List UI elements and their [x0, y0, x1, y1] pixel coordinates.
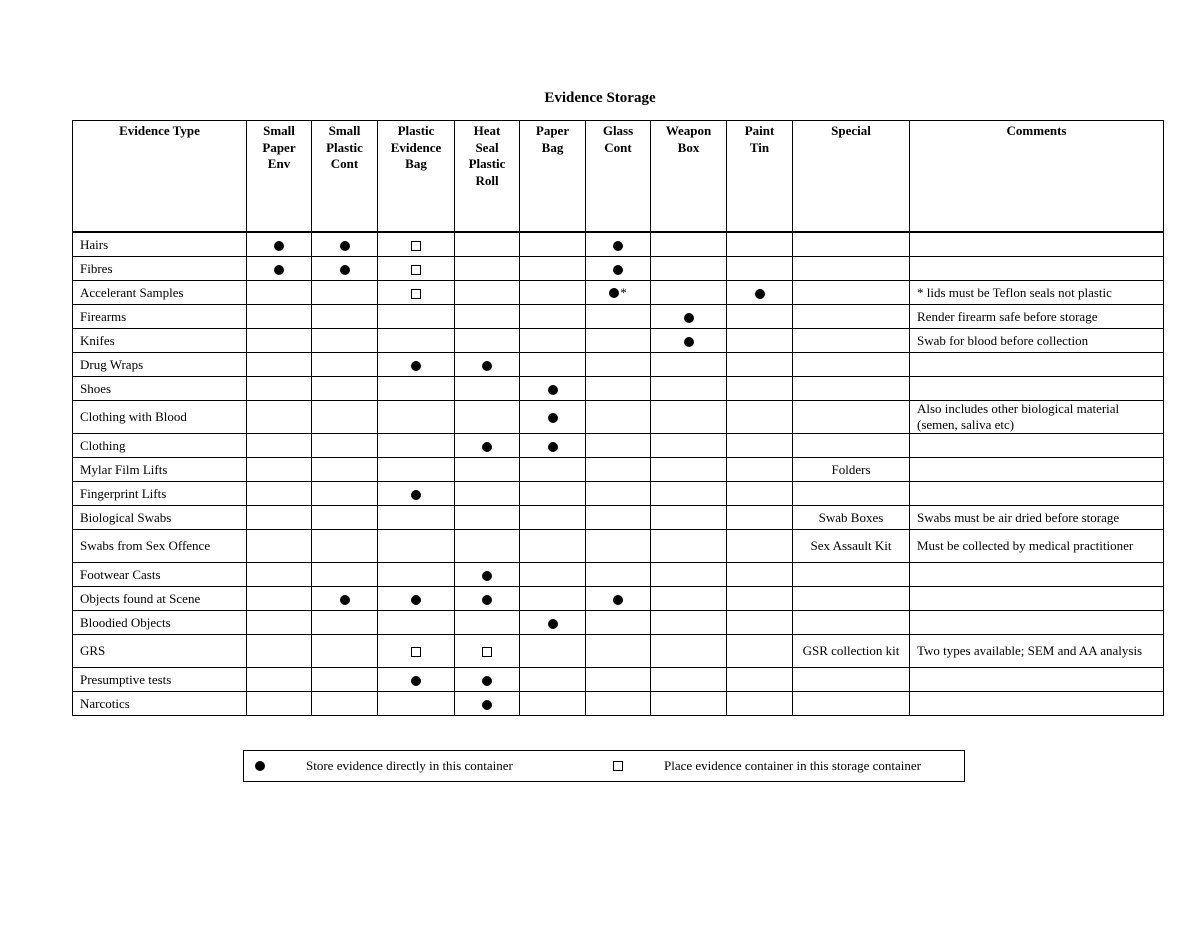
legend-box-label: Place evidence container in this storage container: [664, 758, 922, 773]
container-mark-cell: [312, 281, 378, 305]
column-header-paper-bag: Paper Bag: [520, 121, 586, 233]
evidence-type-cell: Biological Swabs: [73, 506, 247, 530]
container-mark-cell: [312, 377, 378, 401]
filled-dot-icon: [684, 337, 694, 347]
container-mark-cell: [378, 257, 455, 281]
table-header-row: [73, 121, 1164, 233]
container-mark-cell: [520, 377, 586, 401]
evidence-type-cell: Shoes: [73, 377, 247, 401]
container-mark-cell: [247, 232, 312, 257]
container-mark-cell: [378, 329, 455, 353]
container-mark-cell: [586, 232, 651, 257]
container-mark-cell: [455, 329, 520, 353]
filled-dot-icon: [613, 241, 623, 251]
filled-dot-icon: [411, 490, 421, 500]
evidence-type-cell: Fingerprint Lifts: [73, 482, 247, 506]
table-row: [73, 506, 1164, 530]
container-mark-cell: [586, 281, 651, 305]
filled-dot-icon: [613, 265, 623, 275]
container-mark-cell: [586, 668, 651, 692]
evidence-type-cell: Knifes: [73, 329, 247, 353]
container-mark-cell: [520, 482, 586, 506]
container-mark-cell: [247, 530, 312, 563]
special-cell: [793, 232, 910, 257]
container-mark-cell: [247, 377, 312, 401]
container-mark-cell: [520, 401, 586, 434]
container-mark-cell: [455, 353, 520, 377]
container-mark-cell: [586, 635, 651, 668]
container-mark-cell: [378, 281, 455, 305]
container-mark-cell: [651, 401, 727, 434]
special-cell: [793, 482, 910, 506]
evidence-type-cell: Drug Wraps: [73, 353, 247, 377]
special-cell: [793, 668, 910, 692]
container-mark-cell: [378, 692, 455, 716]
container-mark-cell: [455, 563, 520, 587]
table-row: [73, 281, 1164, 305]
column-header-small-paper-env: Small Paper Env: [247, 121, 312, 233]
container-mark-cell: [520, 563, 586, 587]
comment-cell: Swab for blood before collection: [910, 329, 1164, 353]
container-mark-cell: [247, 692, 312, 716]
table-row: [73, 329, 1164, 353]
special-cell: [793, 353, 910, 377]
container-mark-cell: [247, 458, 312, 482]
container-mark-cell: [651, 587, 727, 611]
hollow-square-icon: [411, 289, 421, 299]
hollow-square-icon: [482, 647, 492, 657]
table-row: [73, 377, 1164, 401]
container-mark-cell: [727, 401, 793, 434]
table-body: [73, 232, 1164, 716]
page-title: Evidence Storage: [544, 90, 656, 106]
filled-dot-icon: [411, 595, 421, 605]
table-row: [73, 587, 1164, 611]
legend-hollow-square-icon: [613, 761, 623, 771]
container-mark-cell: [651, 458, 727, 482]
filled-dot-icon: [613, 595, 623, 605]
evidence-type-cell: Objects found at Scene: [73, 587, 247, 611]
container-mark-cell: [727, 458, 793, 482]
container-mark-cell: [247, 482, 312, 506]
container-mark-cell: [651, 611, 727, 635]
table-row: [73, 257, 1164, 281]
comment-cell: [910, 668, 1164, 692]
comment-cell: [910, 458, 1164, 482]
evidence-type-cell: Presumptive tests: [73, 668, 247, 692]
container-mark-cell: [651, 635, 727, 668]
evidence-type-cell: Bloodied Objects: [73, 611, 247, 635]
special-cell: [793, 692, 910, 716]
column-header-special: Special: [793, 121, 910, 233]
filled-dot-icon: [548, 442, 558, 452]
filled-dot-icon: [340, 265, 350, 275]
column-header-weapon-box: Weapon Box: [651, 121, 727, 233]
column-header-small-plastic-cont: Small Plastic Cont: [312, 121, 378, 233]
container-mark-cell: [378, 635, 455, 668]
container-mark-cell: [586, 305, 651, 329]
container-mark-cell: [727, 635, 793, 668]
container-mark-cell: [312, 482, 378, 506]
container-mark-cell: [455, 692, 520, 716]
filled-dot-icon: [274, 265, 284, 275]
evidence-type-cell: Clothing with Blood: [73, 401, 247, 434]
container-mark-cell: [586, 353, 651, 377]
container-mark-cell: [312, 692, 378, 716]
filled-dot-icon: [482, 700, 492, 710]
special-cell: [793, 377, 910, 401]
container-mark-cell: [455, 611, 520, 635]
container-mark-cell: [651, 482, 727, 506]
table-row: [73, 563, 1164, 587]
container-mark-cell: [651, 668, 727, 692]
container-mark-cell: [520, 587, 586, 611]
filled-dot-icon: [340, 241, 350, 251]
container-mark-cell: [727, 587, 793, 611]
special-cell: Sex Assault Kit: [793, 530, 910, 563]
container-mark-cell: [455, 377, 520, 401]
filled-dot-icon: [411, 361, 421, 371]
container-mark-cell: [651, 563, 727, 587]
container-mark-cell: [586, 530, 651, 563]
filled-dot-icon: [411, 676, 421, 686]
evidence-type-cell: Footwear Casts: [73, 563, 247, 587]
hollow-square-icon: [411, 647, 421, 657]
special-cell: GSR collection kit: [793, 635, 910, 668]
special-cell: [793, 305, 910, 329]
comment-cell: [910, 232, 1164, 257]
container-mark-cell: [378, 668, 455, 692]
container-mark-cell: [520, 506, 586, 530]
table-row: [73, 692, 1164, 716]
container-mark-cell: [727, 353, 793, 377]
container-mark-cell: [520, 611, 586, 635]
comment-cell: Two types available; SEM and AA analysis: [910, 635, 1164, 668]
container-mark-cell: [586, 692, 651, 716]
container-mark-cell: [651, 377, 727, 401]
container-mark-cell: [312, 305, 378, 329]
evidence-type-cell: Narcotics: [73, 692, 247, 716]
container-mark-cell: [727, 434, 793, 458]
evidence-type-cell: Hairs: [73, 232, 247, 257]
container-mark-cell: [455, 401, 520, 434]
table-row: [73, 232, 1164, 257]
container-mark-cell: [520, 232, 586, 257]
container-mark-cell: [651, 257, 727, 281]
container-mark-cell: [312, 401, 378, 434]
container-mark-cell: [727, 377, 793, 401]
container-mark-cell: [378, 611, 455, 635]
container-mark-cell: [586, 434, 651, 458]
evidence-type-cell: Swabs from Sex Offence: [73, 530, 247, 563]
container-mark-cell: [312, 530, 378, 563]
container-mark-cell: [651, 506, 727, 530]
column-header-comments: Comments: [910, 121, 1164, 233]
container-mark-cell: [586, 611, 651, 635]
container-mark-cell: [727, 692, 793, 716]
container-mark-cell: [520, 434, 586, 458]
container-mark-cell: [727, 530, 793, 563]
filled-dot-icon: [482, 676, 492, 686]
comment-cell: [910, 434, 1164, 458]
container-mark-cell: [378, 232, 455, 257]
container-mark-cell: [651, 329, 727, 353]
evidence-type-cell: Mylar Film Lifts: [73, 458, 247, 482]
container-mark-cell: [312, 329, 378, 353]
evidence-type-cell: GRS: [73, 635, 247, 668]
table-row: [73, 305, 1164, 329]
container-mark-cell: [455, 635, 520, 668]
evidence-type-cell: Accelerant Samples: [73, 281, 247, 305]
filled-dot-icon: [482, 571, 492, 581]
container-mark-cell: [727, 232, 793, 257]
container-mark-cell: [727, 611, 793, 635]
table-row: [73, 530, 1164, 563]
legend-dot-label: Store evidence directly in this container: [306, 758, 513, 773]
column-header-heat-seal-plastic-roll: Heat Seal Plastic Roll: [455, 121, 520, 233]
container-mark-cell: [727, 482, 793, 506]
container-mark-cell: [520, 257, 586, 281]
container-mark-cell: [520, 692, 586, 716]
table-row: [73, 611, 1164, 635]
container-mark-cell: [455, 232, 520, 257]
container-mark-cell: [455, 506, 520, 530]
table-row: [73, 401, 1164, 434]
container-mark-cell: [651, 530, 727, 563]
table-row: [73, 353, 1164, 377]
comment-cell: [910, 377, 1164, 401]
special-cell: [793, 281, 910, 305]
table-row: [73, 668, 1164, 692]
filled-dot-icon: [548, 385, 558, 395]
container-mark-cell: [312, 635, 378, 668]
filled-dot-icon: [482, 595, 492, 605]
container-mark-cell: [651, 232, 727, 257]
container-mark-cell: [378, 506, 455, 530]
container-mark-cell: [520, 353, 586, 377]
container-mark-cell: [312, 506, 378, 530]
special-cell: [793, 434, 910, 458]
filled-dot-icon: [482, 442, 492, 452]
filled-dot-icon: [548, 413, 558, 423]
comment-cell: [910, 257, 1164, 281]
container-mark-cell: [651, 353, 727, 377]
container-mark-cell: [247, 434, 312, 458]
column-header-paint-tin: Paint Tin: [727, 121, 793, 233]
container-mark-cell: [520, 329, 586, 353]
container-mark-cell: [455, 530, 520, 563]
filled-dot-icon: [755, 289, 765, 299]
container-mark-cell: [455, 281, 520, 305]
comment-cell: [910, 482, 1164, 506]
special-cell: [793, 401, 910, 434]
container-mark-cell: [727, 281, 793, 305]
filled-dot-icon: [609, 288, 619, 298]
filled-dot-icon: [274, 241, 284, 251]
container-mark-cell: [378, 434, 455, 458]
special-cell: [793, 611, 910, 635]
comment-cell: Must be collected by medical practitioner: [910, 530, 1164, 563]
container-mark-cell: [378, 305, 455, 329]
special-cell: [793, 257, 910, 281]
container-mark-cell: [312, 257, 378, 281]
container-mark-cell: [312, 232, 378, 257]
container-mark-cell: [586, 587, 651, 611]
container-mark-cell: [586, 563, 651, 587]
container-mark-cell: [247, 329, 312, 353]
container-mark-cell: [247, 587, 312, 611]
container-mark-cell: [586, 482, 651, 506]
container-mark-cell: [586, 401, 651, 434]
container-mark-cell: [586, 257, 651, 281]
comment-cell: [910, 587, 1164, 611]
container-mark-cell: [455, 305, 520, 329]
container-mark-cell: [312, 563, 378, 587]
container-mark-cell: [378, 530, 455, 563]
container-mark-cell: [586, 377, 651, 401]
container-mark-cell: [312, 668, 378, 692]
container-mark-cell: [247, 401, 312, 434]
container-mark-cell: [520, 530, 586, 563]
hollow-square-icon: [411, 265, 421, 275]
container-mark-cell: [727, 257, 793, 281]
container-mark-cell: [651, 692, 727, 716]
container-mark-cell: [520, 458, 586, 482]
container-mark-cell: [247, 635, 312, 668]
container-mark-cell: [247, 506, 312, 530]
table-row: [73, 482, 1164, 506]
evidence-type-cell: Firearms: [73, 305, 247, 329]
container-mark-cell: [378, 353, 455, 377]
container-mark-cell: [455, 434, 520, 458]
hollow-square-icon: [411, 241, 421, 251]
container-mark-cell: [378, 563, 455, 587]
container-mark-cell: [312, 587, 378, 611]
comment-cell: [910, 353, 1164, 377]
legend: [243, 750, 965, 782]
container-mark-cell: [247, 668, 312, 692]
container-mark-cell: [727, 305, 793, 329]
container-mark-cell: [586, 458, 651, 482]
comment-cell: [910, 563, 1164, 587]
comment-cell: * lids must be Teflon seals not plastic: [910, 281, 1164, 305]
comment-cell: Swabs must be air dried before storage: [910, 506, 1164, 530]
container-mark-cell: [312, 434, 378, 458]
container-mark-cell: [247, 563, 312, 587]
container-mark-cell: [378, 587, 455, 611]
container-mark-cell: [378, 482, 455, 506]
container-mark-cell: [247, 257, 312, 281]
filled-dot-icon: [548, 619, 558, 629]
table-row: [73, 434, 1164, 458]
comment-cell: Also includes other biological material (semen, saliva etc): [910, 401, 1164, 434]
column-header-evidence-type: Evidence Type: [73, 121, 247, 233]
evidence-type-cell: Clothing: [73, 434, 247, 458]
container-mark-cell: [586, 329, 651, 353]
container-mark-cell: [651, 434, 727, 458]
table-row: [73, 458, 1164, 482]
evidence-storage-table: [72, 120, 1164, 716]
container-mark-cell: [727, 563, 793, 587]
container-mark-cell: [520, 305, 586, 329]
column-header-plastic-evidence-bag: Plastic Evidence Bag: [378, 121, 455, 233]
container-mark-cell: [520, 668, 586, 692]
special-cell: [793, 587, 910, 611]
container-mark-cell: [312, 458, 378, 482]
footnote-marker: *: [620, 285, 627, 300]
container-mark-cell: [378, 401, 455, 434]
container-mark-cell: [455, 668, 520, 692]
column-header-glass-cont: Glass Cont: [586, 121, 651, 233]
comment-cell: [910, 692, 1164, 716]
special-cell: [793, 329, 910, 353]
filled-dot-icon: [684, 313, 694, 323]
container-mark-cell: [651, 281, 727, 305]
container-mark-cell: [455, 587, 520, 611]
special-cell: Folders: [793, 458, 910, 482]
filled-dot-icon: [482, 361, 492, 371]
container-mark-cell: [727, 668, 793, 692]
container-mark-cell: [378, 377, 455, 401]
container-mark-cell: [247, 611, 312, 635]
container-mark-cell: [247, 281, 312, 305]
container-mark-cell: [378, 458, 455, 482]
evidence-type-cell: Fibres: [73, 257, 247, 281]
container-mark-cell: [727, 506, 793, 530]
container-mark-cell: [727, 329, 793, 353]
container-mark-cell: [455, 482, 520, 506]
special-cell: [793, 563, 910, 587]
container-mark-cell: [247, 353, 312, 377]
container-mark-cell: [651, 305, 727, 329]
table-row: [73, 635, 1164, 668]
container-mark-cell: [520, 635, 586, 668]
container-mark-cell: [455, 257, 520, 281]
container-mark-cell: [312, 611, 378, 635]
legend-filled-dot-icon: [255, 761, 265, 771]
special-cell: Swab Boxes: [793, 506, 910, 530]
container-mark-cell: [520, 281, 586, 305]
comment-cell: [910, 611, 1164, 635]
filled-dot-icon: [340, 595, 350, 605]
container-mark-cell: [455, 458, 520, 482]
container-mark-cell: [312, 353, 378, 377]
container-mark-cell: [586, 506, 651, 530]
container-mark-cell: [247, 305, 312, 329]
comment-cell: Render firearm safe before storage: [910, 305, 1164, 329]
